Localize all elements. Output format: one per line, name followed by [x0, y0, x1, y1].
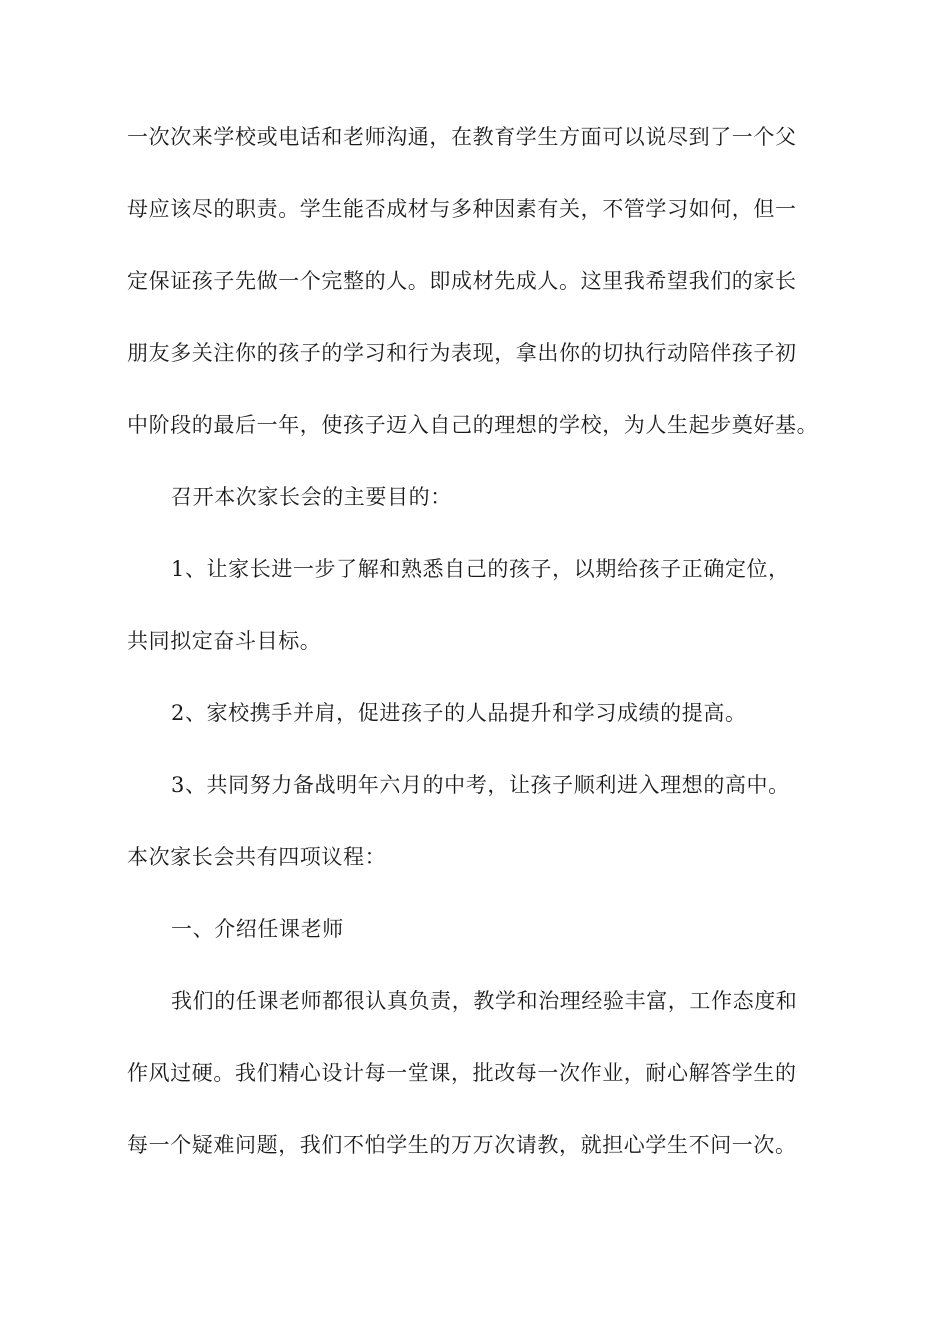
text-line: 母应该尽的职责。学生能否成材与多种因素有关，不管学习如何，但一	[127, 197, 797, 221]
purpose-heading: 召开本次家长会的主要目的：	[171, 485, 452, 509]
agenda-intro: 本次家长会共有四项议程：	[127, 845, 387, 869]
document-body	[127, 113, 827, 1193]
purpose-item-1: 1、让家长进一步了解和熟悉自己的孩子，以期给孩子正确定位，	[171, 557, 790, 581]
text-line: 定保证孩子先做一个完整的人。即成材先成人。这里我希望我们的家长	[127, 269, 797, 293]
purpose-item-2: 2、家校携手并肩，促进孩子的人品提升和学习成绩的提高。	[171, 701, 747, 725]
text-line: 每一个疑难问题，我们不怕学生的万万次请教，就担心学生不问一次。	[127, 1133, 797, 1157]
text-line: 朋友多关注你的孩子的学习和行为表现，拿出你的切执行动陪伴孩子初	[127, 341, 797, 365]
text-line: 一次次来学校或电话和老师沟通，在教育学生方面可以说尽到了一个父	[127, 125, 797, 149]
text-line: 我们的任课老师都很认真负责，教学和治理经验丰富，工作态度和	[171, 989, 798, 1013]
text-line: 作风过硬。我们精心设计每一堂课，批改每一次作业，耐心解答学生的	[127, 1061, 797, 1085]
section-heading-1: 一、介绍任课老师	[171, 917, 344, 941]
purpose-item-3: 3、共同努力备战明年六月的中考，让孩子顺利进入理想的高中。	[171, 773, 790, 797]
text-line: 中阶段的最后一年，使孩子迈入自己的理想的学校，为人生起步奠好基。	[127, 413, 819, 437]
purpose-item-1-continuation: 共同拟定奋斗目标。	[127, 629, 322, 653]
